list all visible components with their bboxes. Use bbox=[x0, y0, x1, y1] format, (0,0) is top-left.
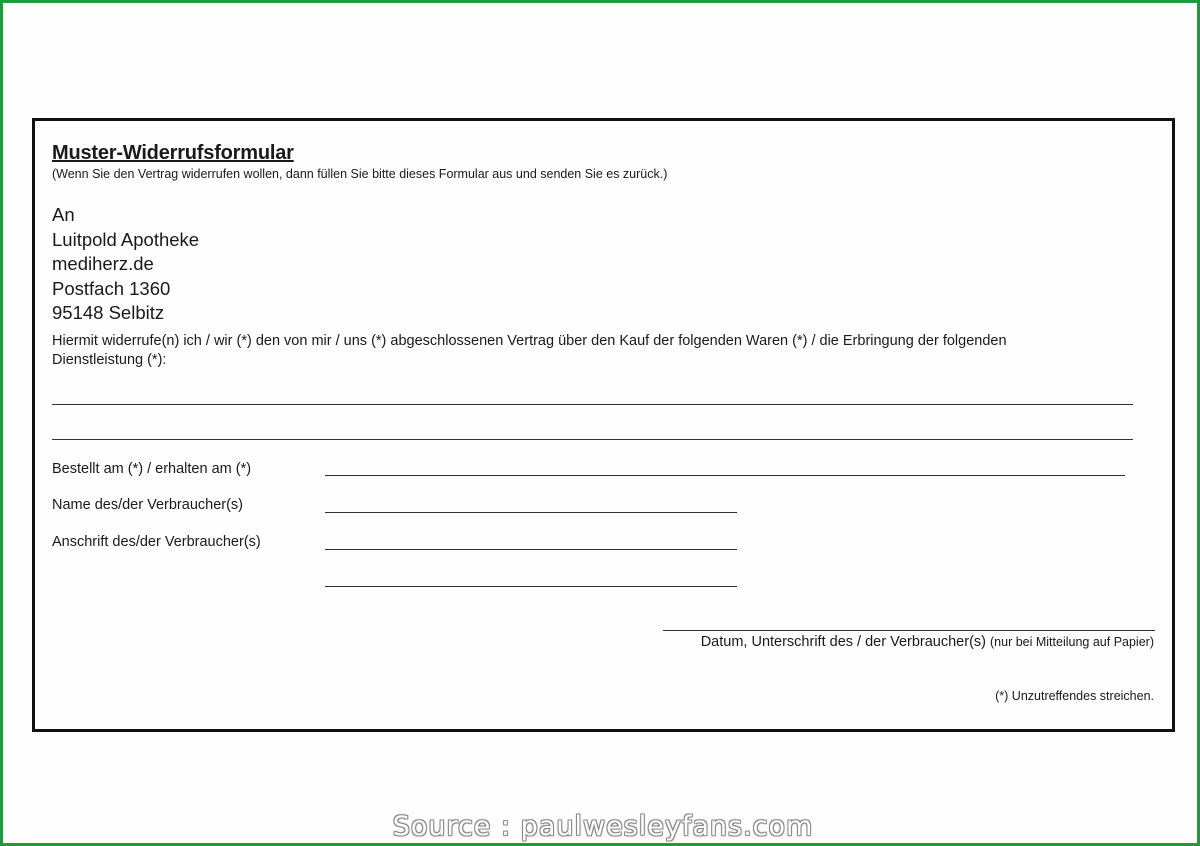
consumer-address-label: Anschrift des/der Verbraucher(s) bbox=[52, 534, 261, 550]
footnote: (*) Unzutreffendes streichen. bbox=[995, 689, 1154, 703]
withdrawal-statement: Hiermit widerrufe(n) ich / wir (*) den von mir / uns (*) abgeschlossenen Vertrag über den Kauf der folgenden Waren (*) / die Erbringung der folgenden Dienstleistung (*): bbox=[52, 333, 1007, 368]
address-line: mediherz.de bbox=[52, 253, 154, 274]
withdrawal-form bbox=[32, 118, 1175, 732]
ordered-date-line[interactable] bbox=[325, 475, 1125, 476]
consumer-address-line-2[interactable] bbox=[325, 586, 737, 587]
goods-line-2[interactable] bbox=[52, 439, 1133, 440]
signature-label bbox=[701, 634, 1154, 650]
address-line: Postfach 1360 bbox=[52, 277, 171, 299]
consumer-name-label: Name des/der Verbraucher(s) bbox=[52, 497, 243, 513]
address-line: 95148 Selbitz bbox=[52, 302, 165, 323]
form-title: Muster-Widerrufsformular bbox=[52, 142, 294, 164]
ordered-date-label: Bestellt am (*) / erhalten am (*) bbox=[52, 461, 252, 477]
consumer-address-line-1[interactable] bbox=[325, 549, 737, 550]
goods-line-1[interactable] bbox=[52, 404, 1133, 405]
address-line: Luitpold Apotheke bbox=[52, 228, 200, 250]
recipient-address bbox=[52, 203, 199, 326]
signature-label-text: Datum, Unterschrift des / der Verbraucher(s) bbox=[700, 634, 986, 650]
signature-note: (nur bei Mitteilung auf Papier) bbox=[990, 635, 1154, 649]
signature-line[interactable] bbox=[663, 630, 1155, 631]
consumer-name-line[interactable] bbox=[325, 512, 737, 513]
form-subtitle: (Wenn Sie den Vertrag widerrufen wollen, dann füllen Sie bitte dieses Formular aus und senden Sie es zurück.) bbox=[52, 167, 668, 181]
address-line: An bbox=[52, 204, 75, 225]
source-watermark: Source : paulwesleyfans.com bbox=[392, 811, 814, 842]
